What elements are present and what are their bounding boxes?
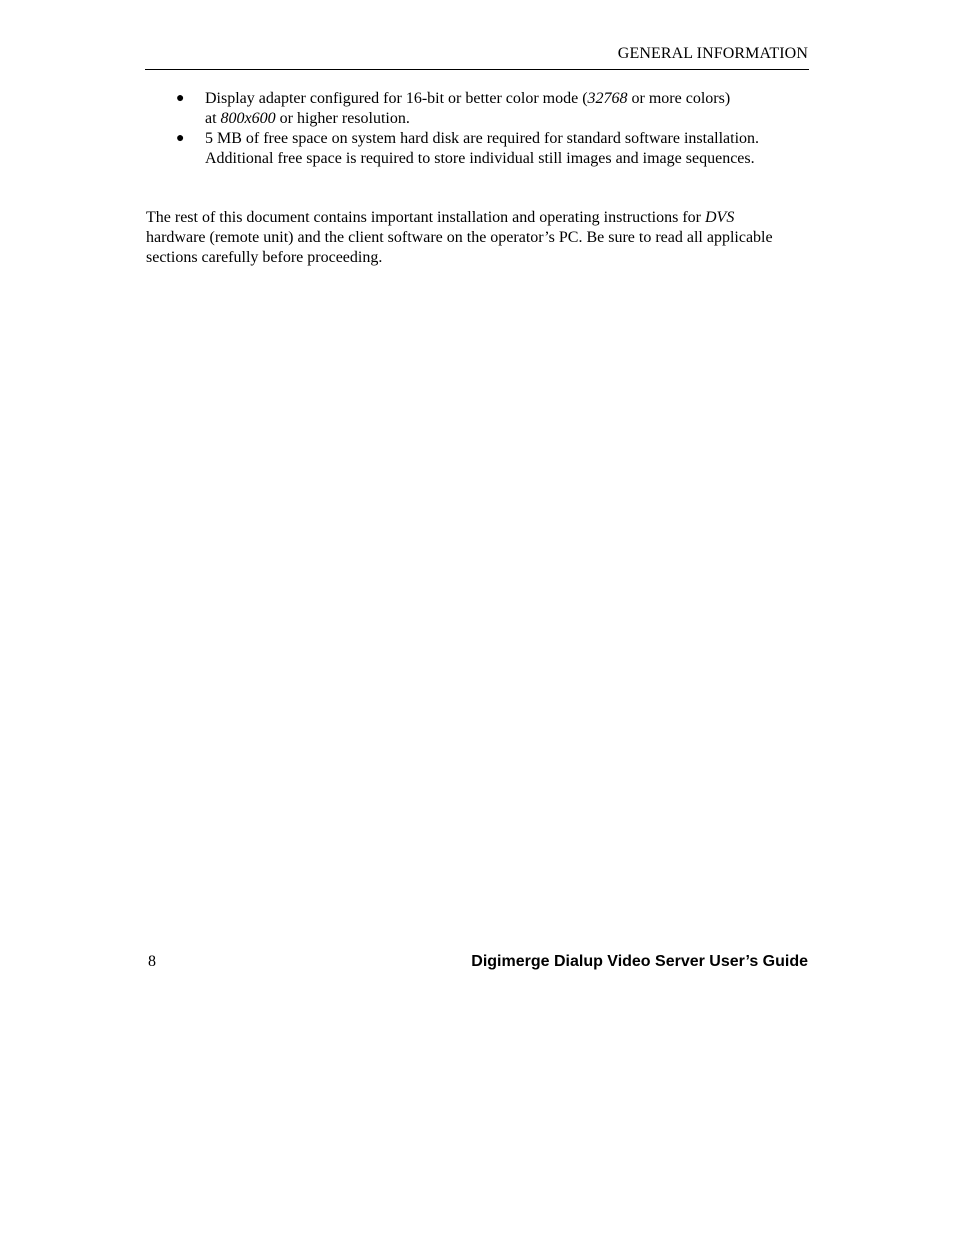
bullet-icon: ● [176, 91, 185, 106]
product-abbr: DVS [705, 209, 735, 226]
req-display-text-c: at [205, 110, 221, 127]
req-resolution-value: 800x600 [220, 110, 276, 127]
header-divider [145, 69, 809, 70]
req-display-text-d: or higher resolution. [275, 110, 410, 127]
req-disk-line1: 5 MB of free space on system hard disk are required for standard software installation. [205, 130, 760, 147]
list-item [146, 129, 811, 169]
req-colors-value: 32768 [587, 90, 628, 107]
requirements-list [146, 89, 811, 169]
list-item [146, 89, 811, 129]
req-display-text-b: or more colors) [627, 90, 731, 107]
req-disk-line2: Additional free space is required to store individual still images and image sequences. [205, 150, 755, 167]
bullet-icon: ● [176, 131, 185, 146]
intro-text-b: hardware (remote unit) and the client software on the operator’s PC. Be sure to read all applicable sections carefully before proceeding. [146, 229, 773, 266]
intro-paragraph [146, 208, 796, 268]
footer-guide-title: Digimerge Dialup Video Server User’s Guide [471, 953, 808, 970]
intro-text-a: The rest of this document contains important installation and operating instructions for [146, 209, 705, 226]
page-header-section-title: GENERAL INFORMATION [617, 45, 808, 62]
page-number: 8 [148, 953, 156, 970]
req-display-text-a: Display adapter configured for 16-bit or better color mode ( [205, 90, 588, 107]
